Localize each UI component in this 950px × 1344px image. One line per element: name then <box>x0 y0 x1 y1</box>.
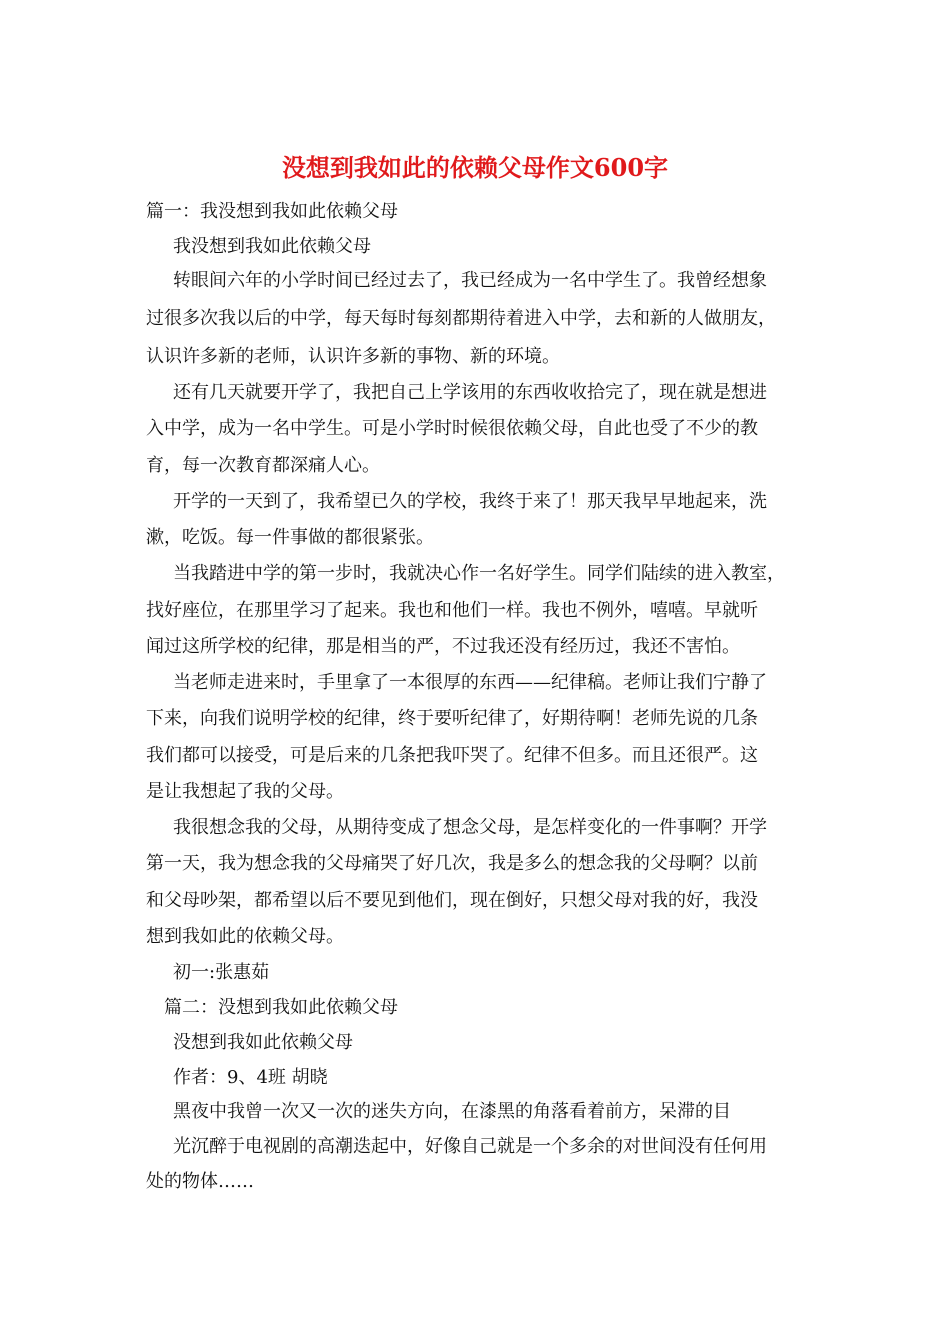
paragraph-line: 转眼间六年的小学时间已经过去了，我已经成为一名中学生了。我曾经想象 <box>173 270 767 291</box>
section-heading-2: 篇二：没想到我如此依赖父母 <box>164 997 398 1018</box>
paragraph-line: 处的物体…… <box>146 1171 254 1192</box>
paragraph-line: 当老师走进来时，手里拿了一本很厚的东西——纪律稿。老师让我们宁静了 <box>173 672 767 693</box>
paragraph-line: 第一天，我为想念我的父母痛哭了好几次，我是多么的想念我的父母啊？以前 <box>146 853 758 874</box>
paragraph-line: 我很想念我的父母，从期待变成了想念父母，是怎样变化的一件事啊？开学 <box>173 817 767 838</box>
paragraph-line: 认识许多新的老师，认识许多新的事物、新的环境。 <box>146 346 560 367</box>
paragraph-line: 开学的一天到了，我希望已久的学校，我终于来了！那天我早早地起来，洗 <box>173 491 767 512</box>
paragraph-line: 是让我想起了我的父母。 <box>146 781 344 802</box>
paragraph-line: 找好座位，在那里学习了起来。我也和他们一样。我也不例外，嘻嘻。早就听 <box>146 600 758 621</box>
paragraph-line: 过很多次我以后的中学，每天每时每刻都期待着进入中学，去和新的人做朋友， <box>146 308 776 329</box>
paragraph-line: 和父母吵架，都希望以后不要见到他们，现在倒好，只想父母对我的好，我没 <box>146 890 758 911</box>
paragraph-line: 我没想到我如此依赖父母 <box>173 236 371 257</box>
paragraph-line: 育，每一次教育都深痛人心。 <box>146 455 380 476</box>
paragraph-line: 还有几天就要开学了，我把自己上学该用的东西收收拾完了，现在就是想进 <box>173 382 767 403</box>
section-heading-1: 篇一：我没想到我如此依赖父母 <box>146 201 398 222</box>
author-signature: 初一:张惠茹 <box>173 962 270 983</box>
paragraph-line: 光沉醉于电视剧的高潮迭起中，好像自己就是一个多余的对世间没有任何用 <box>173 1136 767 1157</box>
paragraph-line: 入中学，成为一名中学生。可是小学时时候很依赖父母，自此也受了不少的教 <box>146 418 758 439</box>
paragraph-line: 我们都可以接受，可是后来的几条把我吓哭了。纪律不但多。而且还很严。这 <box>146 745 758 766</box>
paragraph-line: 没想到我如此依赖父母 <box>173 1032 353 1053</box>
document-title: 没想到我如此的依赖父母作文600字 <box>281 153 669 182</box>
paragraph-line: 漱，吃饭。每一件事做的都很紧张。 <box>146 527 434 548</box>
paragraph-line: 闻过这所学校的纪律，那是相当的严，不过我还没有经历过，我还不害怕。 <box>146 636 740 657</box>
paragraph-line: 黑夜中我曾一次又一次的迷失方向，在漆黑的角落看着前方，呆滞的目 <box>173 1101 731 1122</box>
paragraph-line: 下来，向我们说明学校的纪律，终于要听纪律了，好期待啊！老师先说的几条 <box>146 708 758 729</box>
paragraph-line: 想到我如此的依赖父母。 <box>146 926 344 947</box>
author-line: 作者：9、4班 胡晓 <box>173 1067 328 1088</box>
paragraph-line: 当我踏进中学的第一步时，我就决心作一名好学生。同学们陆续的进入教室， <box>173 563 785 584</box>
